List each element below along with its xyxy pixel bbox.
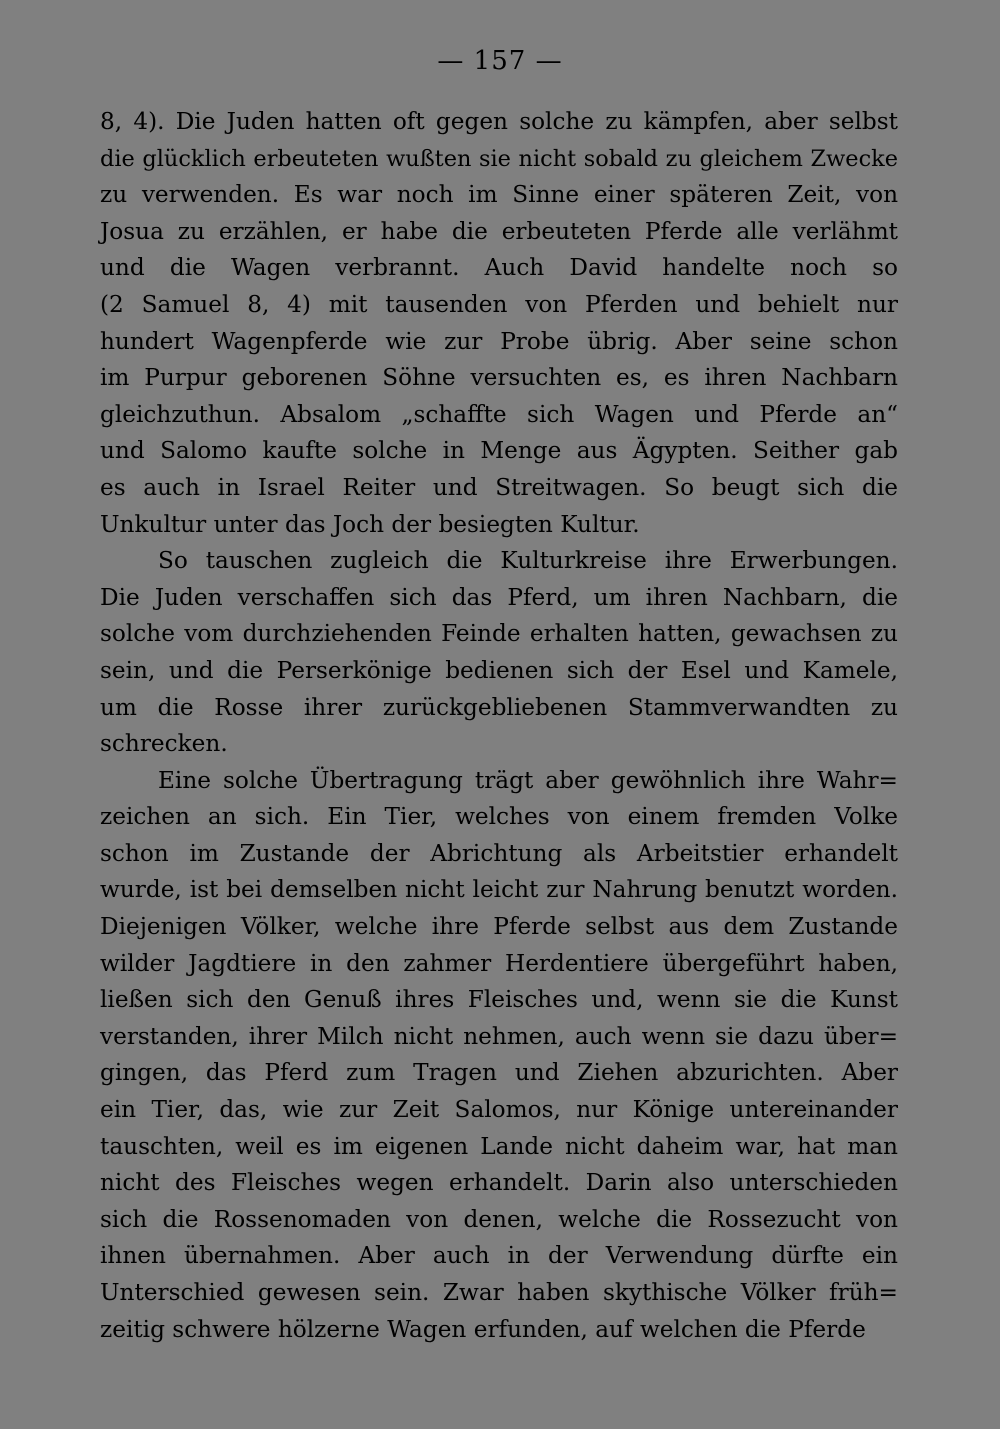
text-line: ihnen übernahmen. Aber auch in der Verwendung dürfte ein [100, 1242, 898, 1270]
text-line: im Purpur geborenen Söhne versuchten es, es ihren Nachbarn [100, 364, 898, 392]
text-line: und die Wagen verbrannt. Auch David handelte noch so [100, 254, 898, 282]
text-line: es auch in Israel Reiter und Streitwagen. So beugt sich die [100, 473, 898, 501]
text-line: tauschten, weil es im eigenen Lande nicht daheim war, hat man [100, 1132, 898, 1160]
text-line: schon im Zustande der Abrichtung als Arbeitstier erhandelt [100, 839, 898, 867]
text-line: Eine solche Übertragung trägt aber gewöhnlich ihre Wahr= [158, 766, 898, 794]
text-line: um die Rosse ihrer zurückgebliebenen Stammverwandten zu [100, 693, 898, 721]
text-line: solche vom durchziehenden Feinde erhalten hatten, gewachsen zu [100, 620, 898, 648]
text-line: gleichzuthun. Absalom „schaffte sich Wagen und Pferde an“ [100, 400, 898, 428]
text-line: zeichen an sich. Ein Tier, welches von einem fremden Volke [100, 803, 898, 831]
text-line: zeitig schwere hölzerne Wagen erfunden, auf welchen die Pferde [100, 1315, 866, 1343]
text-line: und Salomo kaufte solche in Menge aus Ägypten. Seither gab [100, 437, 898, 465]
text-line: 8, 4). Die Juden hatten oft gegen solche zu kämpfen, aber selbst [100, 108, 898, 135]
text-line: zu verwenden. Es war noch im Sinne einer späteren Zeit, von [100, 181, 898, 209]
text-line: schrecken. [100, 730, 228, 758]
text-line: verstanden, ihrer Milch nicht nehmen, auch wenn sie dazu über= [100, 1022, 898, 1050]
page-number: — 157 — [437, 46, 563, 76]
paragraph [100, 104, 898, 543]
paragraph [100, 763, 898, 1349]
text-line: (2 Samuel 8, 4) mit tausenden von Pferden und behielt nur [100, 290, 898, 318]
text-line: nicht des Fleisches wegen erhandelt. Darin also unterschieden [100, 1169, 898, 1197]
text-line: ein Tier, das, wie zur Zeit Salomos, nur Könige untereinander [100, 1096, 898, 1124]
text-line: ließen sich den Genuß ihres Fleisches und, wenn sie die Kunst [100, 986, 898, 1014]
text-line: So tauschen zugleich die Kulturkreise ihre Erwerbungen. [158, 547, 898, 575]
text-line: wurde, ist bei demselben nicht leicht zur Nahrung benutzt worden. [100, 876, 898, 904]
text-line: Unterschied gewesen sein. Zwar haben skythische Völker früh= [100, 1279, 898, 1306]
text-line: gingen, das Pferd zum Tragen und Ziehen abzurichten. Aber [100, 1059, 898, 1087]
text-line: sein, und die Perserkönige bedienen sich der Esel und Kamele, [100, 656, 898, 684]
text-line: wilder Jagdtiere in den zahmer Herdentiere übergeführt haben, [100, 949, 898, 977]
text-line: die glücklich erbeuteten wußten sie nicht sobald zu gleichem Zwecke [100, 145, 898, 172]
text-line: Diejenigen Völker, welche ihre Pferde selbst aus dem Zustande [100, 913, 898, 941]
text-line: sich die Rossenomaden von denen, welche die Rossezucht von [100, 1205, 898, 1233]
body-text [100, 104, 898, 1348]
paragraph [100, 543, 898, 763]
text-line: Unkultur unter das Joch der besiegten Kultur. [100, 510, 640, 538]
text-line: Josua zu erzählen, er habe die erbeuteten Pferde alle verlähmt [100, 217, 898, 245]
text-line: hundert Wagenpferde wie zur Probe übrig. Aber seine schon [100, 327, 898, 355]
text-line: Die Juden verschaffen sich das Pferd, um ihren Nachbarn, die [100, 583, 898, 611]
